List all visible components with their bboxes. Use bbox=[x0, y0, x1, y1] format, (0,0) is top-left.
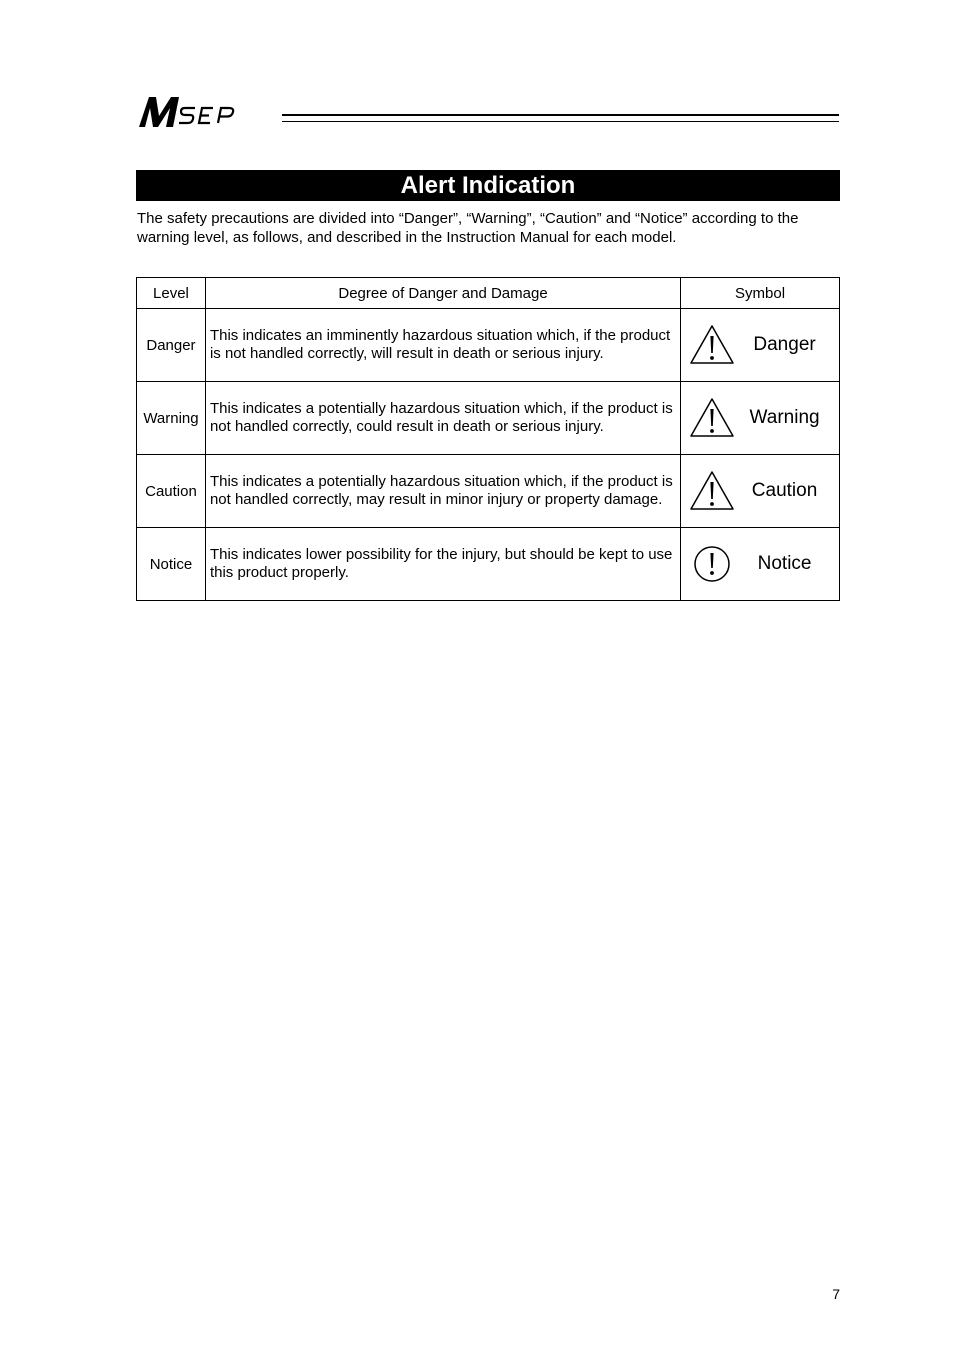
alert-level-table bbox=[136, 277, 840, 601]
description-cell: This indicates a potentially hazardous situation which, if the product is not handled correctly, may result in minor injury or property damage. bbox=[205, 455, 680, 528]
level-cell: Caution bbox=[137, 455, 206, 528]
intro-paragraph: The safety precautions are divided into “Danger”, “Warning”, “Caution” and “Notice” according to the warning level, as follows, and described in the Instruction Manual for each model. bbox=[137, 210, 799, 246]
msep-logo bbox=[137, 94, 277, 130]
exclamation-circle-icon bbox=[688, 542, 736, 586]
page-number: 7 bbox=[832, 1286, 840, 1302]
description-cell: This indicates an imminently hazardous situation which, if the product is not handled correctly, will result in death or serious injury. bbox=[205, 309, 680, 382]
symbol-cell bbox=[681, 309, 840, 382]
symbol-label: Warning bbox=[749, 407, 820, 428]
symbol-cell bbox=[681, 382, 840, 455]
symbol-label: Danger bbox=[753, 334, 816, 355]
level-cell: Notice bbox=[137, 528, 206, 601]
table-row-danger bbox=[137, 309, 840, 382]
table-row-caution bbox=[137, 455, 840, 528]
table-header-row bbox=[137, 278, 840, 309]
symbol-label: Caution bbox=[751, 480, 818, 501]
symbol-cell bbox=[681, 528, 840, 601]
table-row-notice bbox=[137, 528, 840, 601]
column-header-level: Level bbox=[137, 278, 206, 309]
warning-triangle-icon bbox=[688, 469, 736, 513]
column-header-degree: Degree of Danger and Damage bbox=[205, 278, 680, 309]
level-cell: Danger bbox=[137, 309, 206, 382]
page-title: Alert Indication bbox=[136, 170, 840, 201]
description-cell: This indicates a potentially hazardous situation which, if the product is not handled correctly, could result in death or serious injury. bbox=[205, 382, 680, 455]
warning-triangle-icon bbox=[688, 396, 736, 440]
column-header-symbol: Symbol bbox=[681, 278, 840, 309]
symbol-cell bbox=[681, 455, 840, 528]
description-cell: This indicates lower possibility for the injury, but should be kept to use this product properly. bbox=[205, 528, 680, 601]
warning-triangle-icon bbox=[688, 323, 736, 367]
level-cell: Warning bbox=[137, 382, 206, 455]
symbol-label: Notice bbox=[757, 553, 812, 574]
header-rule bbox=[282, 114, 839, 124]
table-row-warning bbox=[137, 382, 840, 455]
